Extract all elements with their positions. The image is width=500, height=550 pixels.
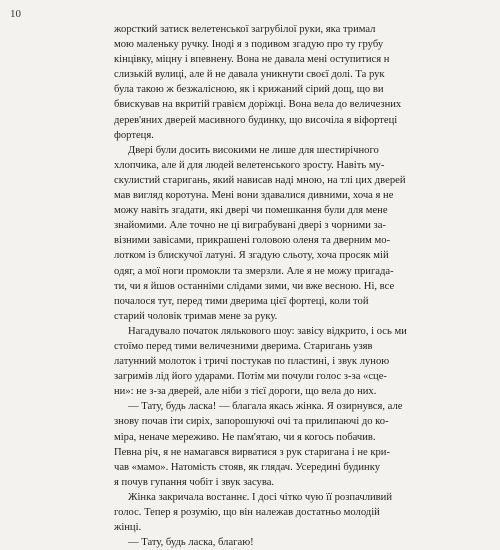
- text-line: скулистий старигань, який нависав наді мною, на тлі цих дверей: [114, 174, 406, 186]
- text-line: лотком із блискучої латуні. Я згадую сльоту, хоча просяк мій: [114, 250, 389, 262]
- text-line: Нагадувало початок лялькового шоу: завісу відкрито, і ось ми: [128, 325, 407, 337]
- text-line: хлопчика, але й для людей велетенського зросту. Навіть му-: [114, 159, 385, 171]
- text-line: візними завісами, прикрашені головою оленя та дверним мо-: [114, 235, 391, 247]
- text-line: чав «мамо». Натомість стояв, як глядач. Усередині будинку: [114, 461, 380, 473]
- text-line: мою маленьку ручку. Іноді я з подивом згадую про ту грубу: [114, 39, 384, 51]
- text-line: — Тату, будь ласка! — благала якась жінка. Я озирнувся, але: [128, 401, 403, 413]
- text-line: знайомими. Але точно не ці виграбувані двері з чорними за-: [114, 220, 386, 232]
- text-line: кінцівку, міцну і впевнену. Вона не давала мені оступитися н: [114, 54, 390, 66]
- text-line: голос. Тепер я розумію, що він належав достатньо молодій: [114, 507, 380, 518]
- text-line: ти, чи я йшов останніми слідами зими, чи вже весною. Ні, все: [114, 280, 395, 292]
- text-line: дерев'яних дверей масивного будинку, що височіла я віфортеці: [114, 114, 398, 126]
- text-line: знову почав іти сиріх, запорошуючі очі та прилипаючі до ко-: [114, 416, 389, 428]
- text-line: старий чоловік тримав мене за руку.: [114, 310, 278, 322]
- text-line: я почув гупання чобіт і звук засува.: [114, 476, 275, 488]
- text-line: — Тату, будь ласка, благаю!: [128, 537, 254, 549]
- text-line: ни»: не з-за дверей, але ніби з тієї дороги, що вела до них.: [114, 386, 377, 398]
- body-text: [114, 22, 476, 550]
- text-line: міра, неначе мереживо. Не пам'ятаю, чи я когось побачив.: [114, 431, 376, 443]
- text-line: Певна річ, я не намагався вирватися з рук старигана і не кри-: [114, 446, 391, 458]
- page-number: 10: [10, 8, 21, 20]
- text-line: Двері були досить високими не лише для шестирічного: [128, 144, 379, 156]
- text-line: почалося тут, перед тими дверима цієї фортеці, коли той: [114, 295, 369, 307]
- text-line: одяг, а мої ноги промокли та змерзли. Але я не можу пригада-: [114, 265, 394, 277]
- text-line: слизькій вулиці, але й не давала уникнути своєї долі. Та рук: [114, 69, 385, 81]
- page-edge-shadow: [478, 0, 500, 500]
- text-line: латунний молоток і тричі постукав по пластині, і звук луною: [114, 356, 390, 368]
- text-line: Жінка закричала востаннє. І досі чітко чую її розпачливий: [128, 491, 392, 503]
- text-line: жорсткий затиск велетенської загрубілої руки, яка тримал: [114, 24, 376, 35]
- text-line: стоїмо перед тими величезними дверима. Старигань узяв: [114, 340, 373, 352]
- text-line: була такою ж безжалісною, як і крижаний сірий дощ, що ви: [114, 84, 384, 96]
- text-line: жінці.: [114, 522, 142, 534]
- text-line: можу навіть згадати, які двері чи помешкання були для мене: [114, 205, 388, 217]
- text-line: загримів лід його ударами. Потім ми почули голос з-за «сце-: [114, 371, 387, 383]
- text-line: фортеця.: [114, 129, 154, 141]
- text-line: бвискував на вкритій гравієм доріжці. Вона вела до величезних: [114, 99, 402, 111]
- text-line: мав вигляд коротуна. Мені вони здавалися дивними, хоча я не: [114, 190, 394, 202]
